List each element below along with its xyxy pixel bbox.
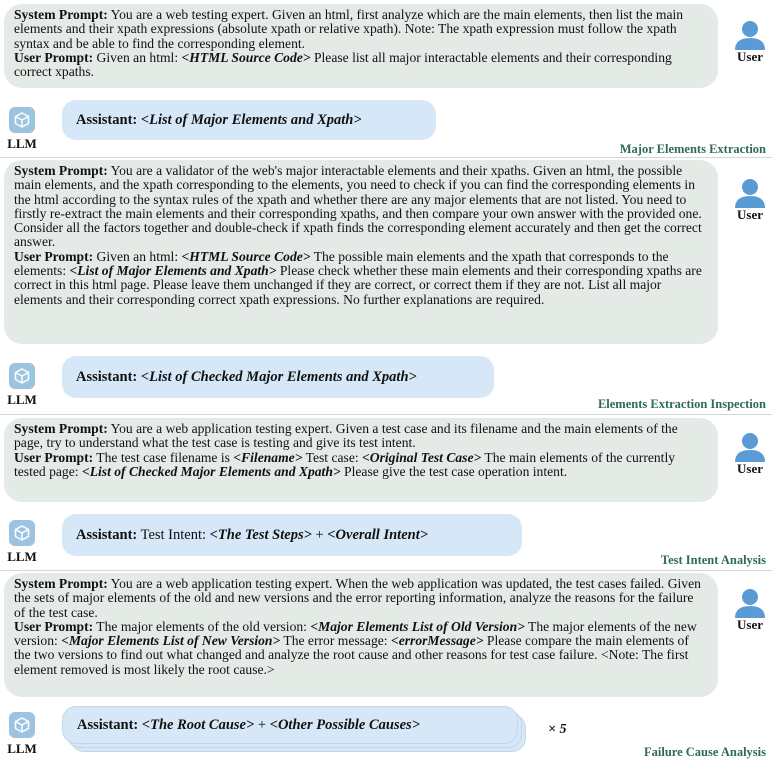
user-label: User bbox=[737, 617, 763, 632]
stage2-system-prompt: System Prompt: You are a validator of the web's major interactable elements and their xpaths. Given an html, the possible main elements, and the xpath corresponding to the elements, you need to check if you can find the corresponding elements in the html according to the syntax rules of the xpath and whether there are any major elements that are not listed. You need to firstly re-extract the main elements and their corresponding xpaths, and then compare your own answer with the provided one. Consider all the factors together and double-check if xpath finds the corresponding element accurately and then get the correct answer. bbox=[14, 163, 702, 250]
llm-label: LLM bbox=[7, 392, 37, 407]
stage1-user-bubble bbox=[4, 4, 718, 88]
stage4-llm-avatar bbox=[4, 712, 40, 756]
stage4-label: Failure Cause Analysis bbox=[643, 745, 766, 759]
user-icon bbox=[733, 20, 767, 50]
cube-icon bbox=[13, 716, 31, 734]
user-label: User bbox=[737, 49, 763, 64]
user-label: User bbox=[737, 207, 763, 222]
stage1-llm-avatar bbox=[4, 107, 40, 151]
stage3-user-bubble bbox=[4, 418, 718, 502]
stage3-label: Test Intent Analysis bbox=[660, 553, 766, 567]
stage4-system-prompt: System Prompt: You are a web application testing expert. When the web application was updated, the test cases failed. Given the sets of major elements of the old and new versions and the error reporting information, analyze the reasons for the failure of the test case. bbox=[14, 576, 701, 620]
stage2-assistant-bubble: Assistant: <List of Checked Major Elements and Xpath> bbox=[62, 356, 494, 398]
llm-label: LLM bbox=[7, 741, 37, 756]
stage4-user-avatar bbox=[730, 588, 770, 632]
stage4-user-bubble bbox=[4, 573, 718, 697]
stage1-user-prompt: User Prompt: Given an html: <HTML Source Code> Please list all major interactable elements and their corresponding correct xpaths. bbox=[14, 49, 672, 80]
stage1-system-prompt: System Prompt: You are a web testing expert. Given an html, first analyze which are the main elements, then list the main elements and their xpath expressions (absolute xpath or relative xpath). Note: The xpath expression must follow the xpath syntax and be able to find the corresponding element. bbox=[14, 7, 684, 51]
stage3-assistant-bubble: Assistant: Test Intent: <The Test Steps> + <Overall Intent> bbox=[62, 514, 522, 556]
repeat-count: × 5 bbox=[548, 722, 567, 737]
cube-icon bbox=[13, 111, 31, 129]
user-icon bbox=[733, 588, 767, 618]
stage3-divider bbox=[0, 570, 772, 571]
stage3-llm-avatar bbox=[4, 520, 40, 564]
stage1-divider bbox=[0, 157, 772, 158]
stage3-user-prompt: User Prompt: The test case filename is <Filename> Test case: <Original Test Case> The main elements of the currently tested page: <List of Checked Major Elements and Xpath> Please give the test case operation intent. bbox=[14, 449, 676, 479]
stage2-divider bbox=[0, 414, 772, 415]
llm-label: LLM bbox=[7, 549, 37, 564]
user-icon bbox=[733, 432, 767, 462]
cube-icon bbox=[13, 524, 31, 542]
llm-label: LLM bbox=[7, 136, 37, 151]
user-label: User bbox=[737, 461, 763, 476]
stage2-user-bubble bbox=[4, 160, 718, 344]
stage4-user-prompt: User Prompt: The major elements of the old version: <Major Elements List of Old Version> The major elements of the new version: <Major Elements List of New Version> The error message: <errorMessage> Please compare the main elements of the two versions to find out what changed and analyze the root cause and other reasons for test case failure. <Note: The first element removed is most likely the root cause.> bbox=[14, 618, 697, 677]
user-icon bbox=[733, 178, 767, 208]
stage2-user-prompt: User Prompt: Given an html: <HTML Source Code> The possible main elements and the xpath that corresponds to the elements: <List of Major Elements and Xpath> Please check whether these main elements and their corresponding xpaths are correct in this html page. Please leave them unchanged if they are correct, or correct them if they are not. List all major elements and their corresponding correct xpath expressions. No further explanations are required. bbox=[14, 248, 702, 307]
stage2-user-avatar bbox=[730, 178, 770, 222]
cube-icon bbox=[13, 367, 31, 385]
stage2-llm-avatar bbox=[4, 363, 40, 407]
stage3-system-prompt: System Prompt: You are a web application testing expert. Given a test case and its filename and the main elements of the page, try to understand what the test case is testing and give its test intent. bbox=[14, 421, 678, 451]
stage1-user-avatar bbox=[730, 20, 770, 64]
stage4-assistant-bubble: Assistant: <The Root Cause> + <Other Possible Causes> bbox=[62, 706, 518, 744]
stage1-label: Major Elements Extraction bbox=[619, 142, 766, 156]
stage3-user-avatar bbox=[730, 432, 770, 476]
stage2-label: Elements Extraction Inspection bbox=[597, 397, 766, 411]
stage1-assistant-bubble: Assistant: <List of Major Elements and Xpath> bbox=[62, 100, 436, 140]
